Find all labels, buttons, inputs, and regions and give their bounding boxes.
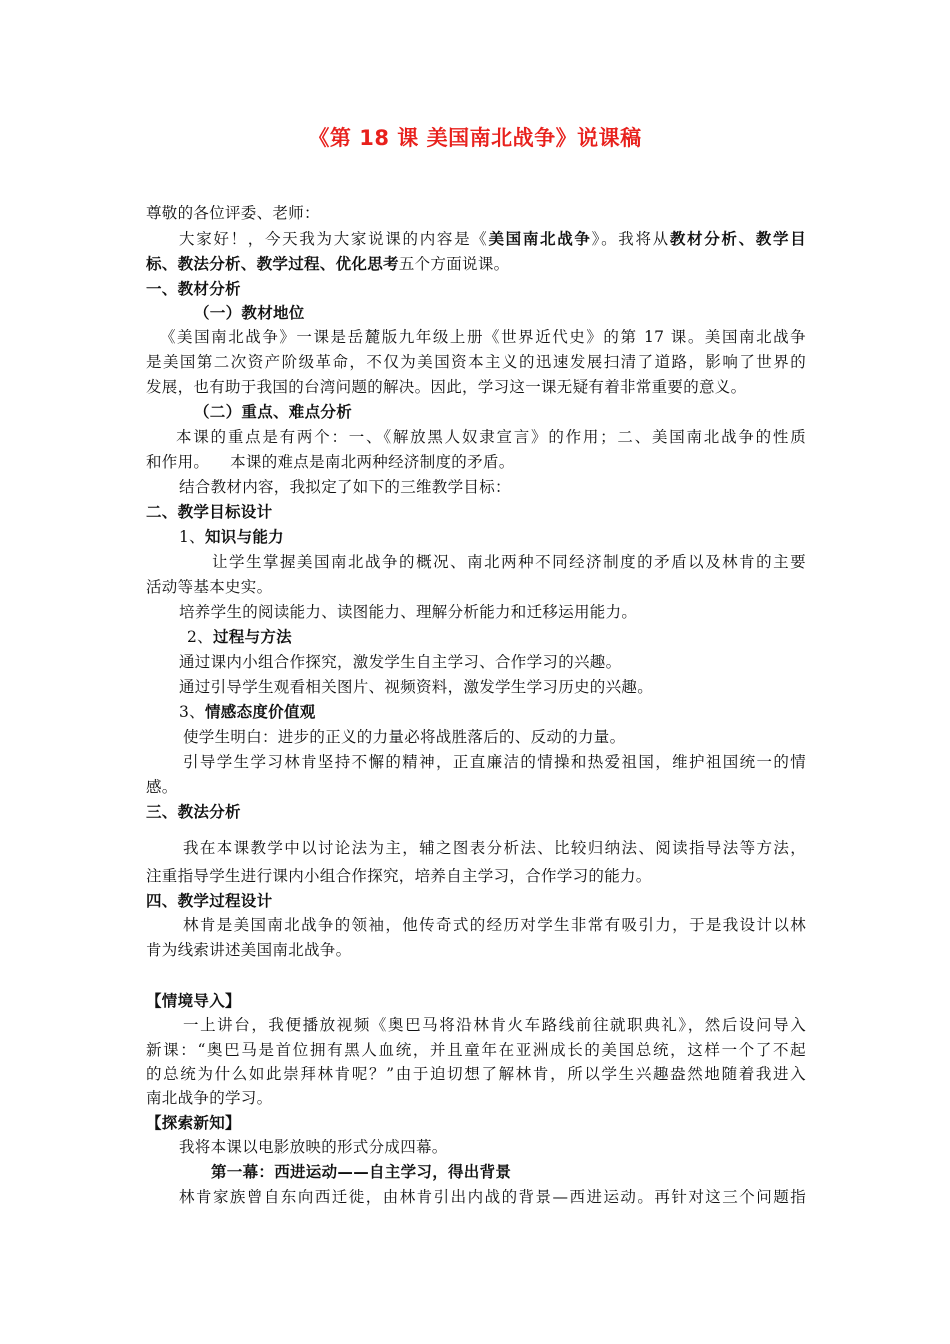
subheading-number: 2、: [187, 628, 213, 646]
paragraph-line: 我在本课教学中以讨论法为主，辅之图表分析法、比较归纳法、阅读指导法等方法，: [183, 839, 806, 857]
paragraph-line: 通过引导学生观看相关图片、视频资料，激发学生学习历史的兴趣。: [179, 678, 654, 696]
intro-bold-aspects: 教材分析、教学目: [669, 230, 806, 248]
intro-bold-topic: 美国南北战争: [488, 230, 592, 248]
subheading-1-1: （一）教材地位: [194, 304, 305, 322]
document-title: 《第 18 课 美国南北战争》说课稿: [308, 126, 642, 150]
paragraph-line: 让学生掌握美国南北战争的概况、南北两种不同经济制度的矛盾以及林肯的主要: [212, 553, 806, 571]
paragraph-line: 南北战争的学习。: [146, 1089, 273, 1107]
subheading-1-2: （二）重点、难点分析: [194, 403, 353, 421]
paragraph-line: 发展，也有助于我国的台湾问题的解决。因此，学习这一课无疑有着非常重要的意义。: [146, 378, 747, 396]
greeting: 尊敬的各位评委、老师：: [146, 204, 320, 222]
section-heading-4: 四、教学过程设计: [146, 892, 273, 910]
paragraph-line: 结合教材内容，我拟定了如下的三维教学目标：: [179, 478, 511, 496]
section-heading-1: 一、教材分析: [146, 280, 241, 298]
section-heading-6: 【探索新知】: [146, 1114, 241, 1132]
intro-text: 五个方面说课。: [398, 255, 510, 273]
subheading-number: 3、: [179, 703, 205, 721]
paragraph-line: 我将本课以电影放映的形式分成四幕。: [179, 1138, 448, 1156]
subheading-label: 情感态度价值观: [204, 703, 316, 721]
paragraph-line: 的总统为什么如此崇拜林肯呢？”由于迫切想了解林肯，所以学生兴趣盎然地随着我进入: [146, 1065, 806, 1083]
paragraph-line: 注重指导学生进行课内小组合作探究，培养自主学习，合作学习的能力。: [146, 867, 652, 885]
paragraph-line: 培养学生的阅读能力、读图能力、理解分析能力和迁移运用能力。: [179, 603, 638, 621]
section-heading-2: [146, 502, 272, 522]
paragraph-line: 是美国第二次资产阶级革命，不仅为美国资本主义的迅速发展扫清了道路，影响了世界的: [146, 353, 806, 371]
intro-text: 》。我将从: [591, 230, 670, 248]
paragraph-line: 本课的重点是有两个：一、《解放黑人奴隶宣言》的作用；二、美国南北战争的性质: [176, 428, 806, 446]
section-heading-5: 【情境导入】: [146, 992, 241, 1010]
paragraph-line: 林肯是美国南北战争的领袖，他传奇式的经历对学生非常有吸引力，于是我设计以林: [183, 916, 806, 934]
paragraph-line: 通过课内小组合作探究，激发学生自主学习、合作学习的兴趣。: [179, 653, 622, 671]
intro-line-1: [179, 229, 806, 249]
subheading-label: 过程与方法: [212, 628, 292, 646]
paragraph-line: 一上讲台，我便播放视频《奥巴马将沿林肯火车路线前往就职典礼》，然后设问导入: [183, 1016, 806, 1034]
subheading-2-1: [179, 527, 284, 547]
paragraph-line: 活动等基本史实。: [146, 578, 273, 596]
subheading-label: 知识与能力: [204, 528, 284, 546]
act-heading-1: 第一幕：西进运动——自主学习，得出背景: [211, 1163, 512, 1181]
paragraph-line: 使学生明白：进步的正义的力量必将战胜落后的、反动的力量。: [183, 728, 626, 746]
paragraph-line: 《美国南北战争》一课是岳麓版九年级上册《世界近代史》的第 17 课。美国南北战争: [160, 328, 806, 346]
subheading-2-3: [179, 702, 316, 722]
paragraph-line: 感。: [146, 778, 178, 796]
paragraph-line: 肯为线索讲述美国南北战争。: [146, 941, 352, 959]
paragraph-line: 新课：“奥巴马是首位拥有黑人血统，并且童年在亚洲成长的美国总统，这样一个了不起: [146, 1041, 806, 1059]
intro-bold-aspects: 标、教法分析、教学过程、优化思考: [146, 255, 399, 273]
intro-line-2: [146, 254, 509, 274]
section-heading-text: 二、教学目标设计: [146, 503, 273, 521]
paragraph-line: 林肯家族曾自东向西迁徙，由林肯引出内战的背景—西进运动。再针对这三个问题指: [179, 1188, 806, 1206]
section-heading-3: 三、教法分析: [146, 803, 241, 821]
intro-text: 大家好！，今天我为大家说课的内容是《: [179, 230, 489, 248]
subheading-number: 1、: [179, 528, 205, 546]
paragraph-line: 和作用。 本课的难点是南北两种经济制度的矛盾。: [146, 453, 515, 471]
subheading-2-2: [187, 627, 292, 647]
paragraph-line: 引导学生学习林肯坚持不懈的精神，正直廉洁的情操和热爱祖国，维护祖国统一的情: [183, 753, 806, 771]
